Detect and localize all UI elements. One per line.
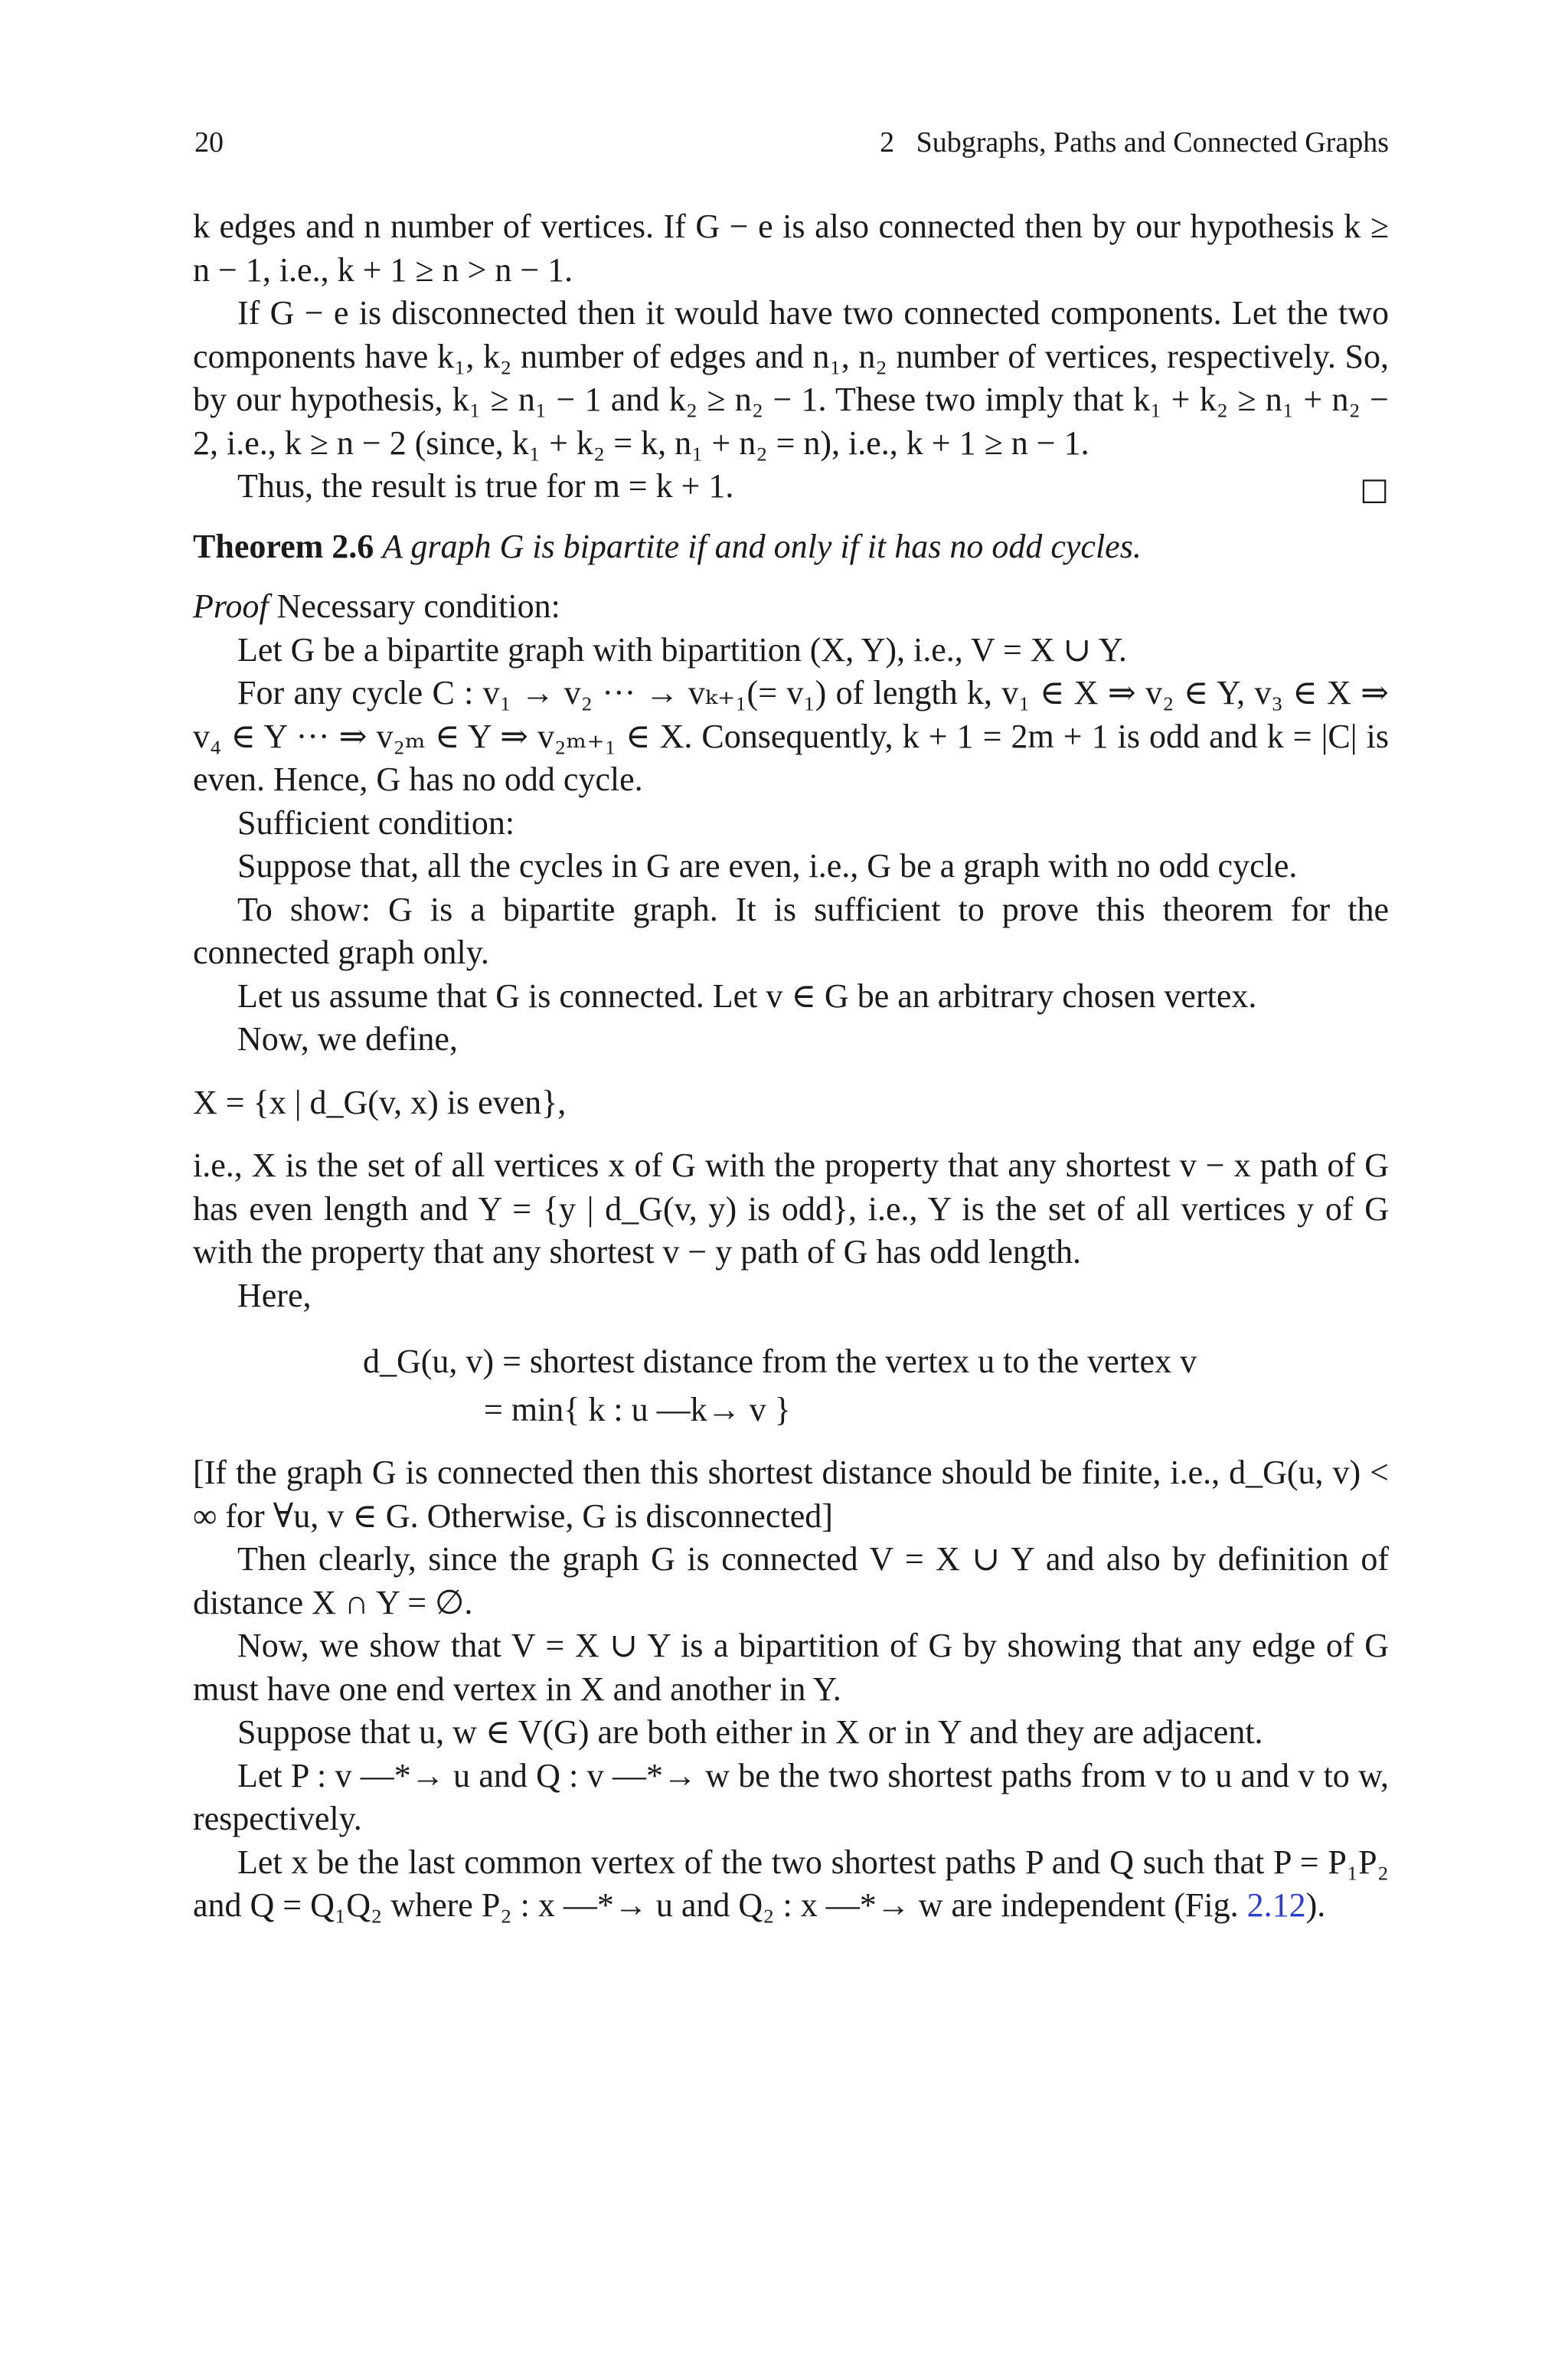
- theorem-text: A graph G is bipartite if and only if it has no odd cycles.: [382, 527, 1142, 565]
- page-header: [194, 126, 1389, 159]
- proof-necessary: Necessary condition:: [276, 587, 560, 625]
- paragraph-3: [193, 465, 1389, 509]
- qed-symbol: □: [1360, 472, 1389, 507]
- paragraph-9: Let us assume that G is connected. Let v ∈ G be an arbitrary chosen vertex.: [237, 976, 1257, 1015]
- paragraph-11: i.e., X is the set of all vertices x of G with the property that any shortest v − x path of G has even length and Y = {y | d_G(v, y) is odd}, i.e., Y is the set of all vertices y of G with the property that any shortest v − y path of G has odd length.: [193, 1146, 1389, 1271]
- proof-label: Proof: [193, 587, 269, 625]
- equation-2-line-1: d_G(u, v) = shortest distance from the vertex u to the vertex v: [363, 1343, 1197, 1380]
- paragraph-12: Here,: [237, 1276, 312, 1314]
- paragraph-14: Then clearly, since the graph G is connected V = X ∪ Y and also by definition of distance X ∩ Y = ∅.: [193, 1540, 1389, 1621]
- paragraph-15: Now, we show that V = X ∪ Y is a bipartition of G by showing that any edge of G must have one end vertex in X and another in Y.: [193, 1627, 1389, 1708]
- paragraph-18-text: Let x be the last common vertex of the two shortest paths P and Q such that P = P₁P₂ and Q = Q₁Q₂ where P₂ : x —*→ u and Q₂ : x —*→ w are independent (Fig.: [193, 1843, 1389, 1924]
- paragraph-17: Let P : v —*→ u and Q : v —*→ w be the two shortest paths from v to u and v to w, respectively.: [193, 1756, 1389, 1837]
- paragraph-10: Now, we define,: [237, 1020, 458, 1058]
- paragraph-5: For any cycle C : v₁ → v₂ ··· → vₖ₊₁(= v₁) of length k, v₁ ∈ X ⇒ v₂ ∈ Y, v₃ ∈ X ⇒ v₄ ∈ Y ··· ⇒ v₂ₘ ∈ Y ⇒ v₂ₘ₊₁ ∈ X. Consequently, k + 1 = 2m + 1 is odd and k = |C| is even. Hence, G has no odd cycle.: [193, 674, 1389, 798]
- figure-link[interactable]: 2.12: [1246, 1886, 1306, 1924]
- page-body: [193, 205, 1389, 1928]
- equation-1: X = {x | d_G(v, x) is even},: [193, 1083, 567, 1121]
- equation-2: [363, 1340, 1389, 1431]
- paragraph-3-text: Thus, the result is true for m = k + 1.: [237, 467, 734, 505]
- page-number: 20: [194, 126, 224, 159]
- equation-2-line-2: = min{ k : u —k→ v }: [484, 1390, 791, 1428]
- paragraph-8: To show: G is a bipartite graph. It is sufficient to prove this theorem for the connected graph only.: [193, 890, 1389, 971]
- theorem-statement: [193, 525, 1389, 569]
- paragraph-7: Suppose that, all the cycles in G are even, i.e., G be a graph with no odd cycle.: [237, 847, 1298, 885]
- paragraph-1: k edges and n number of vertices. If G − e is also connected then by our hypothesis k ≥ n − 1, i.e., k + 1 ≥ n > n − 1.: [193, 208, 1389, 289]
- theorem-label: Theorem 2.6: [193, 527, 374, 565]
- running-title: 2 Subgraphs, Paths and Connected Graphs: [880, 126, 1389, 159]
- paragraph-2: If G − e is disconnected then it would have two connected components. Let the two components have k₁, k₂ number of edges and n₁, n₂ number of vertices, respectively. So, by our hypothesis, k₁ ≥ n₁ − 1 and k₂ ≥ n₂ − 1. These two imply that k₁ + k₂ ≥ n₁ + n₂ − 2, i.e., k ≥ n − 2 (since, k₁ + k₂ = k, n₁ + n₂ = n), i.e., k + 1 ≥ n − 1.: [193, 294, 1389, 462]
- paragraph-18: [193, 1841, 1389, 1928]
- paragraph-13: [If the graph G is connected then this shortest distance should be finite, i.e., d_G(u, v) < ∞ for ∀u, v ∈ G. Otherwise, G is disconnected]: [193, 1454, 1389, 1535]
- paragraph-6: Sufficient condition:: [237, 803, 515, 842]
- proof-start: [193, 585, 1389, 629]
- paragraph-18-end: ).: [1305, 1886, 1326, 1924]
- paragraph-16: Suppose that u, w ∈ V(G) are both either in X or in Y and they are adjacent.: [237, 1713, 1263, 1751]
- paragraph-4: Let G be a bipartite graph with bipartition (X, Y), i.e., V = X ∪ Y.: [237, 630, 1127, 669]
